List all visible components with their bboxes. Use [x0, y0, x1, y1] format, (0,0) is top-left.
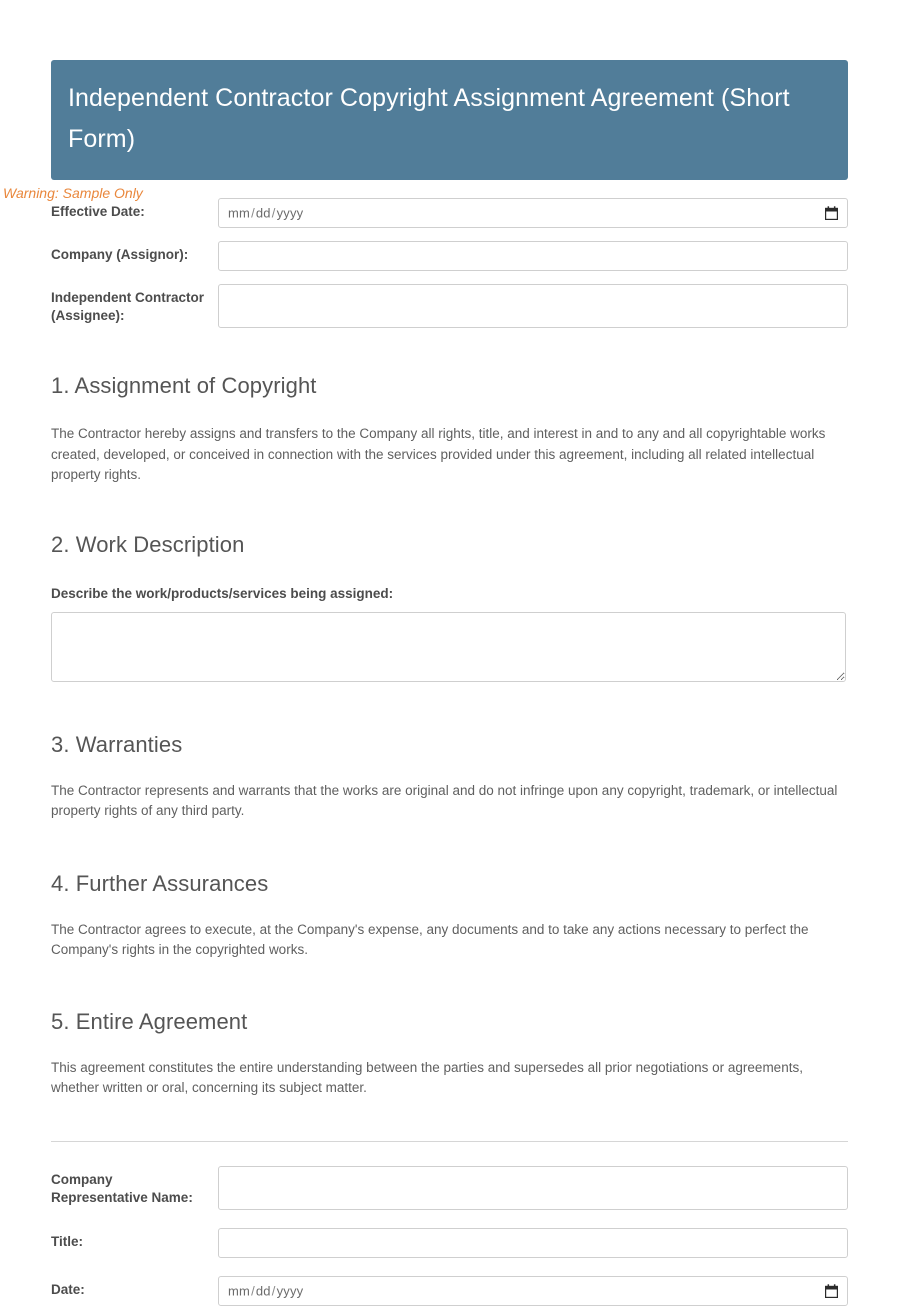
effective-date-label: Effective Date:: [51, 204, 145, 219]
parties-field-group: [51, 198, 848, 328]
company-assignor-label: Company (Assignor):: [51, 247, 189, 262]
effective-date-input[interactable]: [218, 198, 848, 228]
representative-name-label: Company Representative Name:: [51, 1171, 193, 1205]
company-assignor-input[interactable]: [218, 241, 848, 271]
contractor-assignee-input[interactable]: [218, 284, 848, 328]
signature-divider: [51, 1141, 848, 1142]
section-1-heading: 1. Assignment of Copyright: [51, 373, 317, 398]
section-5-heading: 5. Entire Agreement: [51, 1008, 248, 1034]
effective-date-placeholder: mm/dd/yyyy: [228, 205, 304, 221]
section-3-body: The Contractor represents and warrants that the works are original and do not infringe upon any copyright, trademark, or intellectual property rights of any third party.: [51, 782, 838, 818]
representative-title-control: [218, 1228, 848, 1258]
contractor-assignee-control: [218, 284, 848, 328]
section-entire-agreement: [51, 1009, 848, 1099]
section-4-heading: 4. Further Assurances: [51, 870, 269, 896]
field-row-representative-title: [51, 1228, 848, 1258]
document-body: [51, 0, 848, 1306]
sample-only-warning: Warning: Sample Only: [3, 185, 143, 201]
field-row-contractor-assignee: [51, 284, 848, 328]
field-row-company-assignor: [51, 241, 848, 271]
representative-title-label: Title:: [51, 1233, 84, 1249]
section-5-body: This agreement constitutes the entire understanding between the parties and supersedes all prior negotiations or agreements, whether written or oral, concerning its subject matter.: [51, 1059, 803, 1095]
section-2-heading: 2. Work Description: [51, 531, 245, 557]
document-title-banner: Independent Contractor Copyright Assignment Agreement (Short Form): [51, 60, 848, 180]
representative-title-input[interactable]: [218, 1228, 848, 1258]
section-4-body: The Contractor agrees to execute, at the Company's expense, any documents and to take any actions necessary to perfect the Company's rights in the copyrighted works.: [51, 921, 809, 957]
contractor-assignee-label: Independent Contractor (Assignee):: [51, 290, 205, 323]
work-description-label: Describe the work/products/services being assigned:: [51, 585, 394, 601]
section-further-assurances: [51, 871, 848, 961]
representative-date-input[interactable]: [218, 1276, 848, 1306]
work-description-textarea[interactable]: [51, 612, 846, 682]
representative-date-control: [218, 1276, 848, 1306]
section-assignment-of-copyright: [51, 373, 848, 486]
effective-date-wrapper: [218, 198, 848, 228]
representative-name-control: [218, 1166, 848, 1210]
representative-name-input[interactable]: [218, 1166, 848, 1210]
field-row-representative-date: [51, 1276, 848, 1306]
section-work-description: [51, 532, 848, 682]
field-row-effective-date: [51, 198, 848, 228]
field-row-representative-name: [51, 1166, 848, 1210]
representative-date-wrapper: [218, 1276, 848, 1306]
effective-date-control: [218, 198, 848, 228]
section-warranties: [51, 732, 848, 822]
signature-field-group: [51, 1166, 848, 1306]
section-3-heading: 3. Warranties: [51, 731, 183, 757]
section-1-body: The Contractor hereby assigns and transfers to the Company all rights, title, and interest in and to any and all copyrightable works created, developed, or conceived in connection with the services provided under this agreement, including all related intellectual property rights.: [51, 426, 826, 482]
representative-date-placeholder: mm/dd/yyyy: [228, 1283, 304, 1298]
company-assignor-control: [218, 241, 848, 271]
representative-date-label: Date:: [51, 1281, 85, 1297]
